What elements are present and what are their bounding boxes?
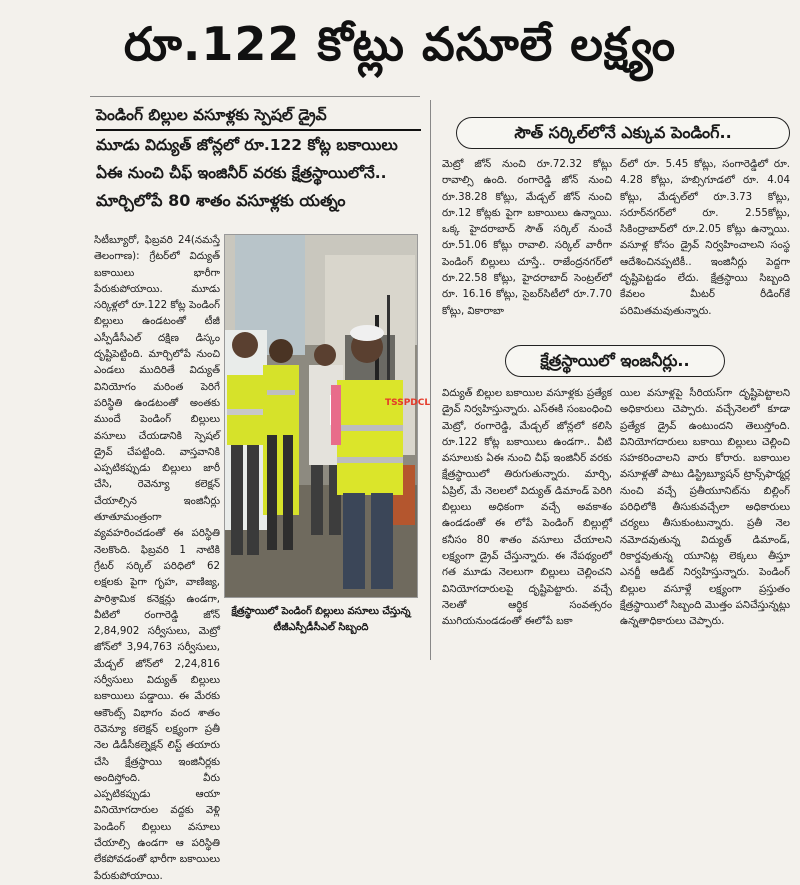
headline: రూ.122 కోట్లు వసూలే లక్ష్యం: [123, 17, 677, 71]
section2-column-b-text: యిల వసూళ్లపై సీరియస్‌గా దృష్టిపెట్టాలని అధికారులు చెప్పారు. వచ్చేనెలలో కూడా ప్రత్యేక డ్రైవ్ ఉంటుందని తెలుస్తోంది. వినియోగదారులు బకాయి బిల్లులు చెల్లించి సహకరించాలని వారు కోరారు. బకాయిల వసూళ్లతో పాటు డిస్ట్రిబ్యూషన్ ట్రాన్స్‌ఫార్మర్ల నుంచి వచ్చే ప్రతీయూనిట్‌ను బిల్లింగ్ పరిధిలోకి తీసుకువచ్చేలా అధికారులు చర్యలు తీసుకుంటున్నారు. ప్రతీ నెల నమోదవుతున్న విద్యుత్ డిమాండ్, రికార్డవుతున్న యూనిట్ల లెక్కలు తీస్తూ ఎనర్జీ ఆడిట్ నిర్వహిస్తున్నారు. పెండింగ్ బిల్లుల వసూళ్లే లక్ష్యంగా ప్రస్తుతం క్షేత్రస్థాయిలో సిబ్బంది మొత్తం పనిచేస్తున్నట్లు ఉన్నతాధికారులు చెప్పారు.: [620, 388, 790, 628]
left-column-text: [94, 233, 220, 882]
section2-column-b: [620, 386, 790, 658]
column-divider: [430, 100, 431, 660]
section1-column-a-text: మెట్రో జోన్ నుంచి రూ.72.32 కోట్లు రావాల్సి ఉంది. రంగారెడ్డి జోన్ నుంచి రూ.38.28 కోట్లు, మేడ్చల్ జోన్ నుంచి రూ.12 కోట్లకు పైగా బకాయిలు ఉన్నాయి. ఒక్క హైదరాబాద్ సౌత్ సర్కిల్ నుంచే రూ.51.06 కోట్లు రావాలి. సర్కిల్ వారీగా పెండింగ్ బిల్లులు చూస్తే.. రాజేంద్రనగర్‌లో రూ.22.58 కోట్లు, హైదరాబాద్ సెంట్రల్‌లో రూ. 16.16 కోట్లు, సైబర్‌సిటీలో రూ.7.70 కోట్లు, వికారాబా: [442, 159, 612, 317]
section1-column-b-text: ద్‌లో రూ. 5.45 కోట్లు, సంగారెడ్డిలో రూ. 4.28 కోట్లు, హబ్సిగూడలో రూ. 4.04 కోట్లు, మేడ్చల్‌లో రూ.3.73 కోట్లు, సరూర్‌నగర్‌లో రూ. 2.55కోట్లు, సికింద్రాబాద్‌లో రూ.2.05 కోట్లు ఉన్నాయి. వసూళ్ల కోసం డ్రైవ్ నిర్వహించాలని సంస్థ ఆదేశించినప్పటికీ.. ఇంజినీర్లు పెద్దగా దృష్టిపెట్టడం లేదు. క్షేత్రస్థాయి సిబ్బంది కేవలం మీటర్ రీడింగ్‌కే పరిమితమవుతున్నారు.: [620, 159, 790, 317]
vest-label: TSSPDCL: [385, 398, 431, 408]
left-column-paragraph: సిటీబ్యూరో, ఫిబ్రవరి 24(నమస్తే తెలంగాణ): గ్రేటర్‌లో విద్యుత్ బకాయిలు భారీగా పేరుకుపోయాయి. మూడు సర్కిళ్లలో రూ.122 కోట్ల పెండింగ్ బిల్లులు ఉండటంతో టీజీ ఎస్పీడీసీఎల్ దక్షిణ డిస్కం దృష్టిపెట్టింది. మార్చిలోపే నుంచి ఎండలు ముదిరితే విద్యుత్ వినియోగం మరింత పెరిగే పరిస్థితి ఉండటంతో అంతకు ముందే పెండింగ్ బిల్లులు వసూలు చేయడానికి స్పెషల్ డ్రైవ్ చేపట్టింది. వాస్తవానికి ఎప్పటికప్పుడు బిల్లులు జారీ చేసి, రెవెన్యూ కలెక్షన్ చేయాల్సిన ఇంజినీర్లు తూతూమంత్రంగా వ్యవహరించడంతో ఈ పరిస్థితి నెలకొంది. ఫిబ్రవరి 1 నాటికి గ్రేటర్ సర్కిల్ పరిధిలో 62 లక్షలకు పైగా గృహ, వాణిజ్య, పారిశ్రామిక కనెక్షన్లు ఉండగా, వీటిలో రంగారెడ్డి జోన్ 2,84,902 సర్వీసులు, మెట్రో జోన్‌లో 3,94,763 సర్వీసులు, మేడ్చల్ జోన్‌లో 2,24,816 సర్వీసులు విద్యుత్ బిల్లులు బకాయిలు పడ్డాయి. ఈ మేరకు ఆకౌంట్స్ విభాగం వంద శాతం రెవెన్యూ కలెక్షన్ లక్ష్యంగా ప్రతీ నెల డిడీసీకల్నెక్షన్ లిస్ట్ తయారు చేసి క్షేత్రస్థాయి ఇంజినీర్లకు అందిస్తోంది. వీరు ఎప్పటికప్పుడు ఆయా వినియోగదారుల వద్దకు వెళ్లి పెండింగ్ బిల్లులు వసూలు చేయాల్సి ఉండగా ఆ పరిస్థితి లేకపోవడంతో భారీగా బకాయిలు పేరుకుపోయాయి.: [94, 235, 220, 882]
subhead-1: పెండింగ్ బిల్లుల వసూళ్లకు స్పెషల్ డ్రైవ్: [96, 101, 421, 131]
news-photo: [224, 234, 431, 598]
subhead-2: మూడు విద్యుత్ జోన్లలో రూ.122 కోట్ల బకాయిలు: [96, 136, 398, 154]
section1-column-a: [442, 157, 612, 337]
subhead-3: ఏఈ నుంచి చీఫ్ ఇంజినీర్ వరకు క్షేత్రస్థాయిలోనే..: [96, 164, 387, 182]
section-title-south-circle: సౌత్ సర్కిల్‌లోనే ఎక్కువ పెండింగ్..: [456, 117, 790, 149]
headline-divider: [90, 96, 420, 97]
section1-column-b: [620, 157, 790, 337]
news-photo-illustration: [225, 235, 431, 597]
photo-caption: క్షేత్రస్థాయిలో పెండింగ్ బిల్లులు వసూలు చేస్తున్న టీజీఎస్పీడీసీఎల్ సిబ్బంది: [231, 606, 411, 633]
section-title-field-engineers: క్షేత్రస్థాయిలో ఇంజనీర్లు..: [505, 345, 725, 377]
section2-column-a: [442, 386, 612, 658]
section2-column-a-text: విద్యుత్ బిల్లుల బకాయిల వసూళ్లకు ప్రత్యేక డ్రైవ్ నిర్వహిస్తున్నారు. ఎస్ఈకి సంబంధించి మెట్రో, రంగారెడ్డి, మేడ్చల్ జోన్లలో కలిసి రూ.122 కోట్ల బకాయిలు ఉండగా.. వీటి వసూలుకు ఏఈ నుంచి చీఫ్ ఇంజినీర్ వరకు క్షేత్రస్థాయిలో తిరుగుతున్నారు. మార్చి, ఏప్రిల్, మే నెలలలో విద్యుత్ డిమాండ్ పెరిగి బిల్లులు అధికంగా వచ్చే అవకాశం ఉండడంతో ఈ లోపే పెండింగ్ బిల్లుల్లో కనీసం 80 శాతం వసూలు చేయాలని లక్ష్యంగా డ్రైవ్ చేస్తున్నారు. ఈ నేపథ్యంలో గత మూడు నెలలుగా బిల్లులు చెల్లించని వినియోగదారులపై దృష్టిపెట్టారు. వచ్చే నెలతో ఆర్థిక సంవత్సరం ముగియనుండడంతో ఈలోపే బకా: [442, 388, 612, 628]
subheads: [96, 101, 421, 215]
subhead-4: మార్చిలోపే 80 శాతం వసూళ్లకు యత్నం: [96, 191, 346, 210]
